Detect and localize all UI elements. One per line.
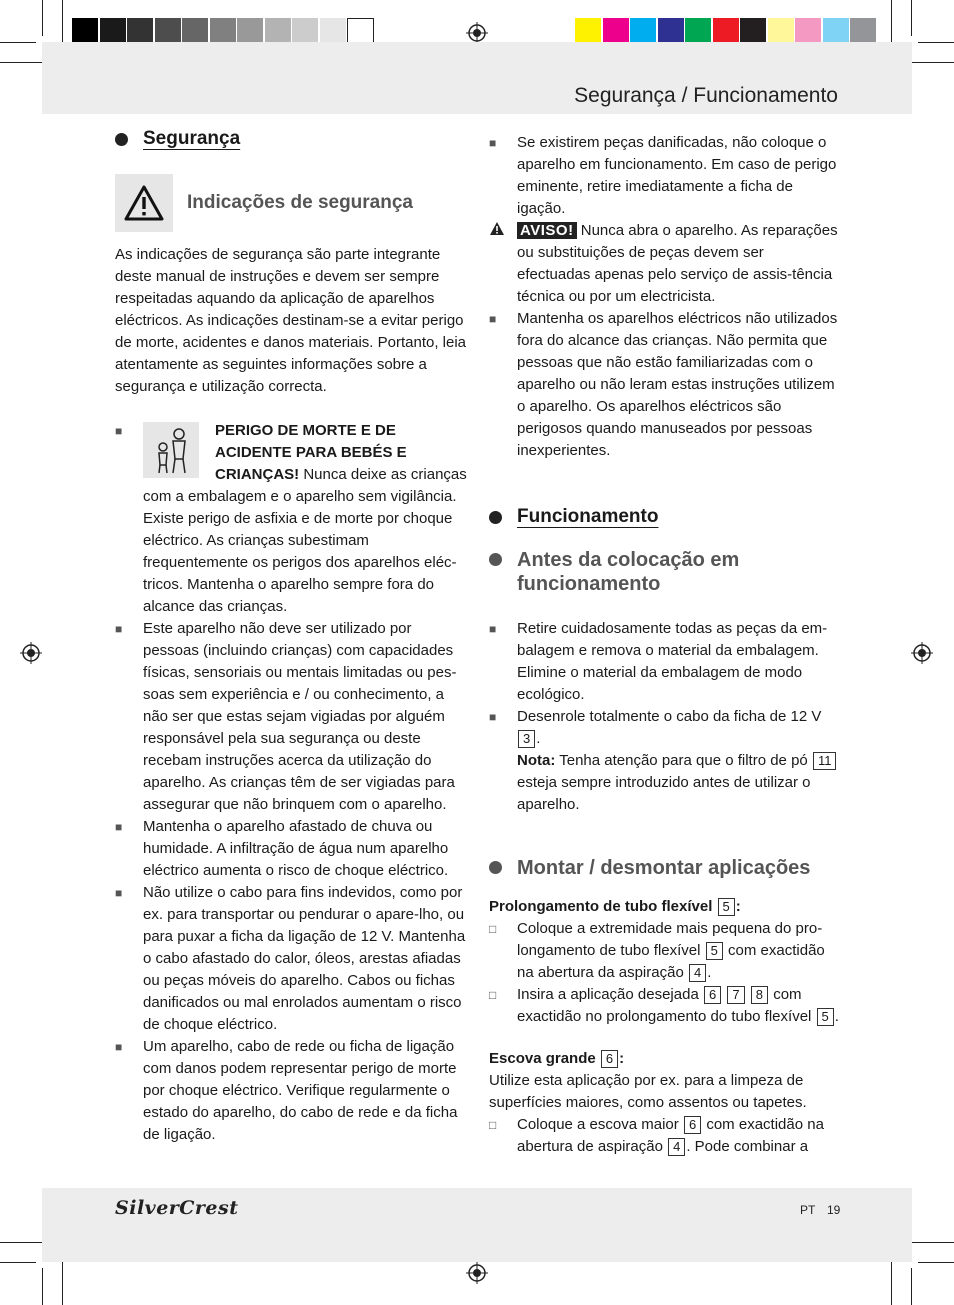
bullet-square-icon: ■ — [489, 622, 497, 636]
aviso-text: Nunca abra o aparelho. As reparações ou substituições de peças devem ser efectuadas apenas pelo serviço de assis-tência técnica ou por um electricista. — [517, 222, 838, 305]
bullet-square-icon: ■ — [115, 1040, 123, 1054]
bullet-square-icon: ■ — [489, 710, 497, 724]
part-ref: 5 — [706, 942, 723, 960]
part-ref: 7 — [727, 986, 744, 1004]
crop-mark — [918, 42, 954, 43]
part-ref: 8 — [751, 986, 768, 1004]
list-item: ■ Mantenha o aparelho afastado de chuva ou humidade. A infiltração de água num aparelho eléctrico aumenta o risco de choque eléctrico. — [115, 818, 449, 879]
crop-mark — [42, 1268, 43, 1305]
crop-mark — [908, 1242, 954, 1243]
crop-mark — [911, 1268, 912, 1305]
intro-paragraph: As indicações de segurança são parte integrante deste manual de instruções e devem ser sempre respeitadas aquando da aplicação de aparelhos eléctricos. As indicações destinam-se a evitar perigo de morte, acidentes e danos materiais. Portanto, leia atentamente as seguintes informações sobre a segurança e utilização correcta. — [115, 246, 467, 395]
part-ref: 4 — [689, 964, 706, 982]
checkbox-square-icon: □ — [489, 988, 497, 1002]
registration-mark-icon — [466, 22, 488, 44]
step-item: □ Coloque a escova maior 6 com exactidão na abertura de aspiração 4 . Pode combinar a — [489, 1116, 824, 1155]
crop-mark — [911, 0, 912, 36]
list-item: ■ Desenrole totalmente o cabo da ficha de 12 V 3 . Nota: Tenha atenção para que o filtro de pó 11 esteja sempre introduzido antes de utilizar o aparelho. — [489, 706, 841, 816]
subheading-indicacoes: Indicações de segurança — [187, 192, 413, 213]
bullet-square-icon: ■ — [115, 820, 123, 834]
bullet-square-icon: ■ — [489, 136, 497, 150]
list-item: ■ Não utilize o cabo para fins indevidos, como por ex. para transportar ou pendurar o apare-lho, ou para puxar a ficha da ligação de 12 V. Mantenha o cabo afastado do calor, óleos, arestas afiadas ou peças móveis do aparelho. Cabos ou fichas danificados ou mal enrolados aumentam o risco de choque eléctrico. — [115, 884, 466, 1033]
list-item: ■ Retire cuidadosamente todas as peças da em-balagem e remova o material da embalagem. Elimine o material da embalagem de modo ecológico. — [489, 620, 828, 703]
list-item: ■ Mantenha os aparelhos eléctricos não utilizados fora do alcance das crianças. Não permita que pessoas que não estão familiarizadas com o aparelho ou não leram estas instruções utilizem o aparelho. Os aparelhos eléctricos são perigosos quando manuseados por pessoas inexperientes. — [489, 310, 838, 459]
prolongamento-label: Prolongamento de tubo flexível 5 : — [489, 898, 741, 915]
crop-mark — [0, 1262, 36, 1263]
danger-text: Nunca deixe as crianças com a embalagem e o aparelho sem vigilância. Existe perigo de asfixia e de morte por choque eléctrico. As crianças subestimam frequentemente os perigos dos aparelhos eléc-tricos. Mantenha o aparelho sempre fora do alcance das crianças. — [143, 466, 467, 615]
list-item: ■ Um aparelho, cabo de rede ou ficha de ligação com danos podem representar perigo de morte por choque eléctrico. Verifique regularmente o estado do aparelho, do cabo de rede e da ficha de ligação. — [115, 1038, 458, 1143]
checkbox-square-icon: □ — [489, 922, 497, 936]
safety-subheading-block — [115, 174, 467, 232]
crop-mark — [0, 62, 46, 63]
escova-text: Utilize esta aplicação por ex. para a limpeza de superfícies maiores, como assentos ou tapetes. — [489, 1072, 807, 1111]
step-item: □ Insira a aplicação desejada 6 7 8 com exactidão no prolongamento do tubo flexível 5 . — [489, 986, 839, 1025]
right-column — [489, 132, 841, 1158]
crop-mark — [891, 0, 892, 46]
crop-mark — [891, 1258, 892, 1305]
nota-label: Nota: — [517, 752, 556, 769]
registration-mark-icon — [466, 1262, 488, 1284]
crop-mark — [0, 42, 36, 43]
bullet-square-icon: ■ — [489, 312, 497, 326]
bullet-square-icon: ■ — [115, 424, 123, 438]
crop-mark — [62, 0, 63, 46]
part-ref: 5 — [718, 898, 735, 916]
part-ref: 3 — [518, 730, 535, 748]
crop-mark — [62, 1258, 63, 1305]
list-item: ■ Este aparelho não deve ser utilizado por pessoas (incluindo crianças) com capacidades físicas, sensoriais ou mentais limitadas ou pes-soas sem experiência e / ou conhecimento, a não ser que estas sejam vigiadas por alguém responsável pela sua segurança ou deste recebam instruções acerca da utilização do aparelho. As crianças têm de ser vigiadas para assegurar que não brinquem com o aparelho. — [115, 620, 457, 813]
footer-lang: PT — [800, 1203, 816, 1217]
part-ref: 5 — [817, 1008, 834, 1026]
crop-mark — [918, 1262, 954, 1263]
section-heading-funcionamento: Funcionamento — [489, 506, 841, 528]
danger-bold-text: PERIGO DE MORTE E DE ACIDENTE PARA BEBÉS E CRIANÇAS! — [215, 422, 407, 483]
page-title: Segurança / Funcionamento — [574, 84, 838, 107]
part-ref: 6 — [704, 986, 721, 1004]
registration-mark-icon — [20, 642, 42, 664]
crop-mark — [908, 62, 954, 63]
list-item-danger — [115, 420, 467, 618]
part-ref: 11 — [813, 752, 837, 770]
crop-mark — [42, 0, 43, 36]
escova-label: Escova grande 6 : — [489, 1050, 625, 1067]
step-item: □ Coloque a extremidade mais pequena do pro-longamento de tubo flexível 5 com exactidão na abertura da aspiração 4 . — [489, 920, 825, 981]
subheading-antes: Antes da colocação em funcionamento — [489, 548, 841, 596]
bullet-square-icon: ■ — [115, 622, 123, 636]
part-ref: 6 — [601, 1050, 618, 1068]
page-number: 19 — [827, 1203, 841, 1217]
part-ref: 6 — [684, 1116, 701, 1134]
part-ref: 4 — [668, 1138, 685, 1156]
list-item: ■ Se existirem peças danificadas, não coloque o aparelho em funcionamento. Em caso de perigo eminente, retire imediatamente a ficha de igação. — [489, 134, 837, 217]
warning-triangle-icon — [115, 174, 173, 232]
brand-logo: SilverCrest — [115, 1197, 239, 1219]
aviso-item — [489, 220, 841, 308]
left-column — [115, 128, 467, 1146]
crop-mark — [0, 1242, 46, 1243]
aviso-label: AVISO! — [517, 222, 577, 239]
checkbox-square-icon: □ — [489, 1118, 497, 1132]
subheading-montar: Montar / desmontar aplicações — [489, 856, 841, 880]
child-warning-icon — [143, 422, 199, 478]
registration-mark-icon — [911, 642, 933, 664]
section-heading-seguranca: Segurança — [115, 128, 467, 150]
bullet-square-icon: ■ — [115, 886, 123, 900]
warning-triangle-small-icon — [489, 221, 505, 243]
